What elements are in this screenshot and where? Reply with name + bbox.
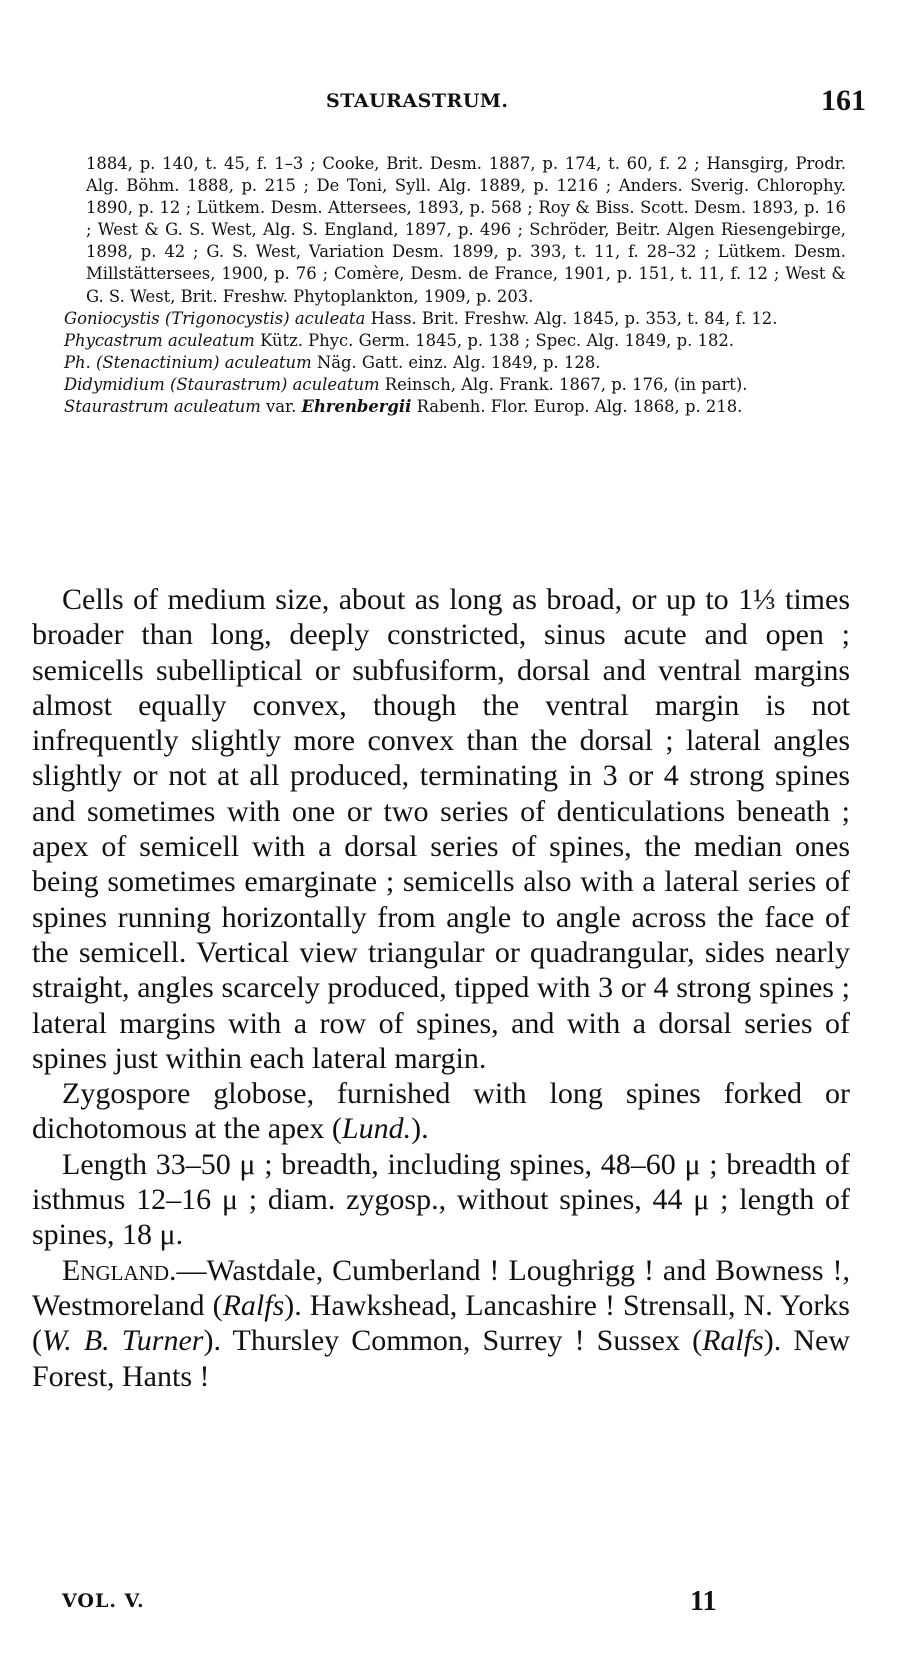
text-run: Näg. Gatt. einz. Alg. 1849, p. 128. — [311, 352, 601, 372]
volume-label: VOL. V. — [62, 1590, 145, 1612]
reference-entry — [64, 396, 846, 418]
description-paragraph — [32, 1076, 850, 1147]
text-run: Staurastrum aculeatum — [64, 397, 261, 417]
reference-entry — [64, 374, 846, 396]
text-run: Kütz. Phyc. Germ. 1845, p. 138 ; Spec. Alg. 1849, p. 182. — [254, 330, 735, 350]
text-run: —Wastdale, Cumberland ! Loughrigg ! and Bowness !, Westmoreland ( — [32, 1253, 850, 1322]
text-run: Lund. — [341, 1112, 412, 1146]
text-run: 1884, p. 140, t. 45, f. 1–3 ; Cooke, Brit. Desm. 1887, p. 174, t. 60, f. 2 ; Hansgirg, Prodr. Alg. Böhm. 1888, p. 215 ; De Toni, Syll. Alg. 1889, p. 1216 ; Anders. Sverig. Chlorophy. 1890, p. 12 ; Lütkem. Desm. Attersees, 1893, p. 568 ; Roy & Biss. Scott. Desm. 1893, p. 16 ; West & G. S. West, Alg. S. England, 1897, p. 496 ; Schröder, Beitr. Algen Riesengebirge, 1898, p. 42 ; G. S. West, Variation Desm. 1899, p. 393, t. 11, f. 28–32 ; Lütkem. Desm. Millstättersees, 1900, p. 76 ; Comère, Desm. de France, 1901, p. 151, t. 11, f. 12 ; West & G. S. West, Brit. Freshw. Phytoplankton, 1909, p. 203. — [86, 154, 846, 306]
text-run: Ralfs — [702, 1324, 764, 1358]
text-run: Ph. (Stenactinium) aculeatum — [64, 352, 312, 372]
text-run: W. B. Turner — [42, 1324, 204, 1358]
species-description — [32, 582, 850, 1394]
text-run: var. — [260, 397, 302, 417]
page-footer — [0, 1586, 900, 1626]
reference-entry — [64, 308, 846, 330]
text-run: Length 33–50 μ ; breadth, including spines, 48–60 μ ; breadth of isthmus 12–16 μ ; diam. zygosp., without spines, 44 μ ; length of spines, 18 μ. — [32, 1147, 850, 1252]
description-paragraph — [32, 582, 850, 1076]
text-run: England. — [62, 1253, 177, 1287]
text-run: Phycastrum aculeatum — [64, 330, 255, 350]
text-run: ). Thursley Common, Surrey ! Sussex ( — [203, 1324, 703, 1358]
description-paragraph — [32, 1147, 850, 1253]
text-run: Rabenh. Flor. Europ. Alg. 1868, p. 218. — [411, 397, 743, 417]
text-run: Goniocystis (Trigonocystis) aculeata — [64, 308, 366, 328]
text-run: ). New Forest, Hants ! — [32, 1324, 850, 1393]
text-run: Reinsch, Alg. Frank. 1867, p. 176, (in part). — [379, 374, 748, 394]
running-head: STAURASTRUM. — [326, 90, 509, 112]
synonymy-references — [64, 153, 846, 418]
text-run: Cells of medium size, about as long as broad, or up to 1⅓ times broader than long, deeply constricted, sinus acute and open ; semicells subelliptical or subfusiform, dorsal and ventral margins almost equally convex, though the ventral margin is not infrequently slightly more convex than the dorsal ; lateral angles slightly or not at all produced, terminating in 3 or 4 strong spines and sometimes with one or two series of denticulations beneath ; apex of semicell with a dorsal series of spines, the median ones being sometimes emarginate ; semicells also with a lateral series of spines running horizontally from angle to angle across the face of the semicell. Vertical view triangular or quadrangular, sides nearly straight, angles scarcely produced, tipped with 3 or 4 strong spines ; lateral margins with a row of spines, and with a dorsal series of spines just within each lateral margin. — [32, 583, 850, 1075]
text-run: Zygospore globose, furnished with long spines forked or dichotomous at the apex ( — [32, 1077, 850, 1146]
page-header — [0, 84, 900, 124]
text-run: Hass. Brit. Freshw. Alg. 1845, p. 353, t. 84, f. 12. — [365, 308, 778, 328]
reference-entry — [64, 153, 846, 308]
reference-entry — [64, 330, 846, 352]
reference-entry — [64, 352, 846, 374]
signature-mark: 11 — [690, 1586, 717, 1617]
page-number: 161 — [821, 84, 866, 117]
text-run: Didymidium (Staurastrum) aculeatum — [64, 374, 380, 394]
text-run: ). Hawkshead, Lancashire ! Strensall, N. Yorks ( — [32, 1288, 850, 1358]
text-run: ). — [411, 1112, 429, 1146]
text-run: Ralfs — [222, 1288, 285, 1322]
text-run: Ehrenbergii — [301, 397, 412, 417]
description-paragraph — [32, 1253, 850, 1394]
